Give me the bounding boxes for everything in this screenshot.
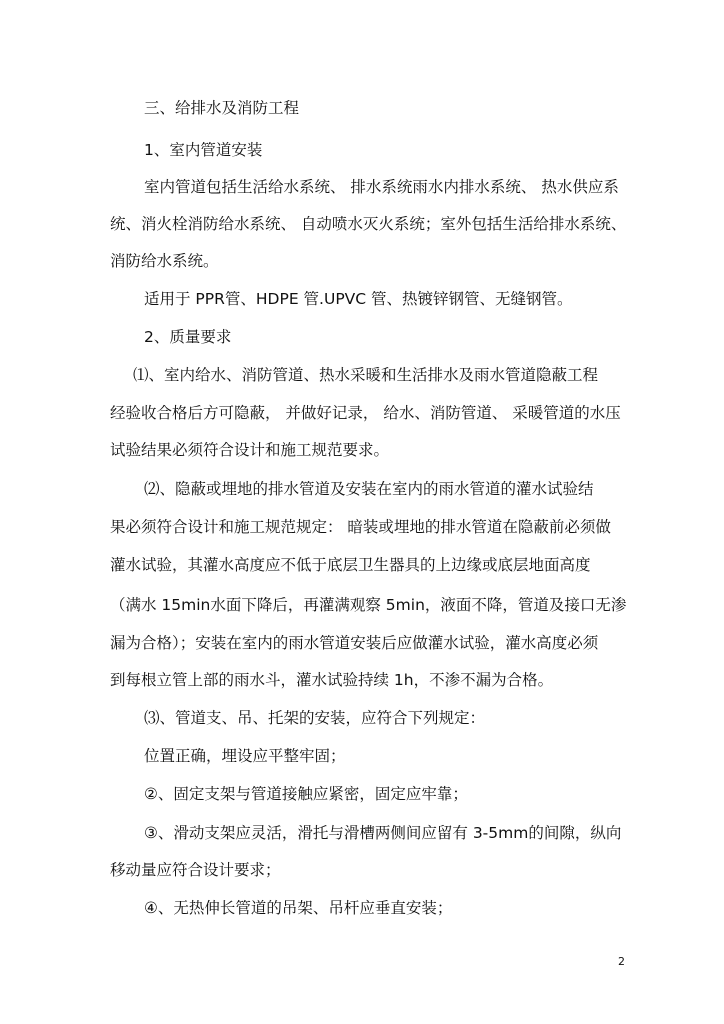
rule-3-line: 移动量应符合设计要求； — [110, 861, 281, 879]
item-2-line: 灌水试验，其灌水高度应不低于底层卫生器具的上边缘或底层地面高度 — [110, 556, 591, 574]
rule-1: 位置正确，埋设应平整牢固； — [144, 747, 346, 765]
item-2-line: ⑵、隐蔽或埋地的排水管道及安装在室内的雨水管道的灌水试验结 — [144, 480, 594, 498]
item-2-line: 果必须符合设计和施工规范规定： 暗装或埋地的排水管道在隐蔽前必须做 — [110, 518, 611, 536]
item-3-heading: ⑶、管道支、吊、托架的安装，应符合下列规定： — [144, 709, 486, 727]
page-number: 2 — [618, 955, 625, 968]
rule-2: ②、固定支架与管道接触应紧密，固定应牢靠； — [144, 785, 468, 803]
paragraph-line: 室内管道包括生活给水系统、 排水系统雨水内排水系统、 热水供应系 — [144, 178, 619, 196]
rule-3-line: ③、滑动支架应灵活，滑托与滑槽两侧间应留有 3-5mm的间隙，纵向 — [144, 824, 622, 842]
subsection-heading-2: 2、质量要求 — [144, 328, 232, 346]
rule-4: ④、无热伸长管道的吊架、吊杆应垂直安装； — [144, 899, 453, 917]
materials-line: 适用于 PPR管、HDPE 管.UPVC 管、热镀锌钢管、无缝钢管。 — [144, 290, 573, 308]
item-2-line: 到每根立管上部的雨水斗，灌水试验持续 1h，不渗不漏为合格。 — [110, 671, 554, 689]
section-heading: 三、给排水及消防工程 — [144, 99, 300, 117]
paragraph-line: 统、消火栓消防给水系统、 自动喷水灭火系统；室外包括生活给排水系统、 — [110, 215, 627, 233]
item-1-line: 试验结果必须符合设计和施工规范要求。 — [110, 441, 390, 459]
subsection-heading-1: 1、室内管道安装 — [144, 141, 263, 159]
item-1-line: 经验收合格后方可隐蔽， 并做好记录， 给水、消防管道、 采暖管道的水压 — [110, 404, 621, 422]
item-1-line: ⑴、室内给水、消防管道、热水采暖和生活排水及雨水管道隐蔽工程 — [133, 366, 599, 384]
item-2-line: 漏为合格）；安装在室内的雨水管道安装后应做灌水试验，灌水高度必须 — [110, 634, 599, 652]
paragraph-line: 消防给水系统。 — [110, 252, 219, 270]
item-2-line: （满水 15min水面下降后，再灌满观察 5min，液面不降，管道及接口无渗 — [110, 596, 627, 614]
